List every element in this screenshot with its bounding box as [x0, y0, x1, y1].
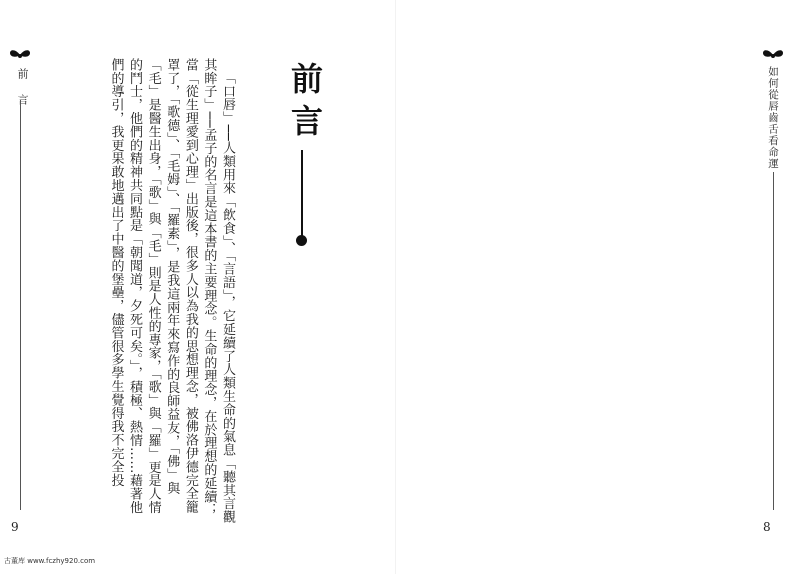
footer-watermark: 古董库 www.fczhy920.com	[4, 557, 96, 565]
chapter-title: 前言	[286, 62, 324, 146]
header-ornament-icon	[8, 48, 32, 62]
running-header: 前 言	[16, 68, 29, 107]
header-ornament-icon	[761, 48, 785, 62]
title-dot-icon	[296, 235, 307, 246]
page-9	[0, 0, 396, 574]
page-8	[396, 0, 793, 574]
body-text	[106, 58, 236, 526]
page-number: 8	[763, 520, 771, 534]
paragraph: 「口唇」──人類用來「飲食」、「言語」，它延續了人類生命的氣息「聽其言觀其眸子」──孟子的名言是這本書的主要理念。生命的理念，在於理想的延續；當「從生理愛到心理」出版後，很多人以為我的思想理念，被佛洛伊德完全籠罩了，「歌德」、「毛姆」、「羅素」，是我這兩年來寫作的良師益友，「佛」與「毛」是醫生出身，「歌」與「毛」則是人性的專家，「歌」與「羅」更是人情的鬥士，他們的精神共同點是「朝聞道，夕死可矣。」，積極、熱情……藉著他們的導引，我更果敢地邁出了中醫的堡壘，儘管很多學生覺得我不完全投	[108, 58, 235, 524]
header-rule	[20, 100, 21, 510]
page-number: 9	[11, 520, 19, 534]
title-rule	[301, 150, 303, 238]
header-rule	[773, 172, 774, 510]
running-header: 如何從唇齒舌看命運	[767, 66, 779, 170]
